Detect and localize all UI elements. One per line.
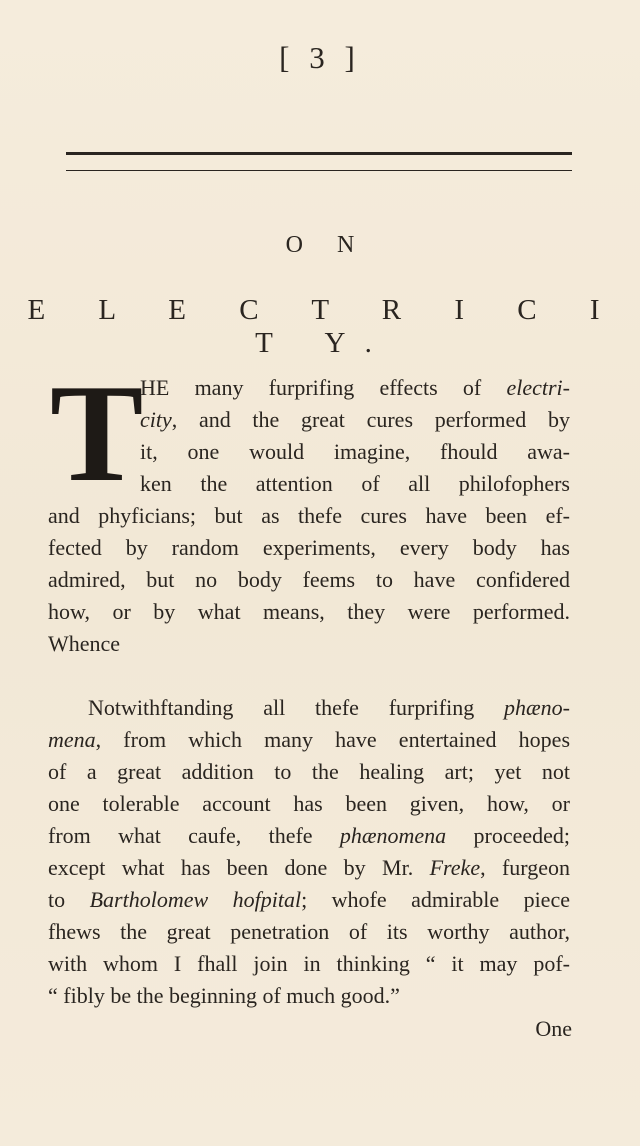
italic-run: phæno- [504,695,570,720]
drop-cap: T [50,356,144,511]
catchword: One [535,1016,572,1041]
text-line: Whence [48,631,121,656]
text-run: Notwithftanding all thefe furprifing [88,695,504,720]
italic-run: electri- [506,375,570,400]
italic-run: mena [48,727,96,752]
text-line: one tolerable account has been given, how, or [48,791,570,816]
heading-on: O N [285,232,369,258]
text-line [48,884,570,916]
text-run: except what has been done by Mr. [48,855,430,880]
italic-run: city [140,407,172,432]
text-line: how, or by what means, they were performed. [48,599,570,624]
text-line: fected by random experiments, every body has [48,535,570,560]
thick-rule [66,152,572,155]
text-run: proceeded; [446,823,570,848]
text-line [48,724,570,756]
text-run: ; whofe admirable piece [301,887,570,912]
italic-run: Freke [429,855,481,880]
text-line: fhews the great penetration of its worthy author, [48,919,570,944]
text-line: with whom I fhall join in thinking “ it may pof- [48,951,570,976]
italic-run: Bartholomew hofpital [89,887,302,912]
text-line [48,404,570,436]
text-run: HE many furprifing effects of [140,375,507,400]
thin-rule [66,170,572,171]
heading-title: E L E C T R I C I T Y. [27,294,623,359]
text-line [48,372,570,404]
page-number: [ 3 ] [279,40,361,75]
text-line [48,820,570,852]
text-line: ken the attention of all philofophers [140,471,570,496]
text-run: , furgeon [480,855,570,880]
text-line: admired, but no body feems to have confidered [48,567,570,592]
text-line: it, one would imagine, fhould awa- [140,439,570,464]
first-paragraph [48,356,570,660]
text-run: from what caufe, thefe [48,823,340,848]
text-line: and phyficians; but as thefe cures have been ef- [48,503,570,528]
text-line [48,692,570,724]
text-line: of a great addition to the healing art; yet not [48,759,570,784]
text-run: to [48,887,90,912]
text-run: , from which many have entertained hopes [95,727,570,752]
second-paragraph [48,692,570,1012]
text-line [48,852,570,884]
text-line: “ fibly be the beginning of much good.” [48,983,400,1008]
text-run: , and the great cures performed by [171,407,570,432]
italic-run: phænomena [339,823,447,848]
